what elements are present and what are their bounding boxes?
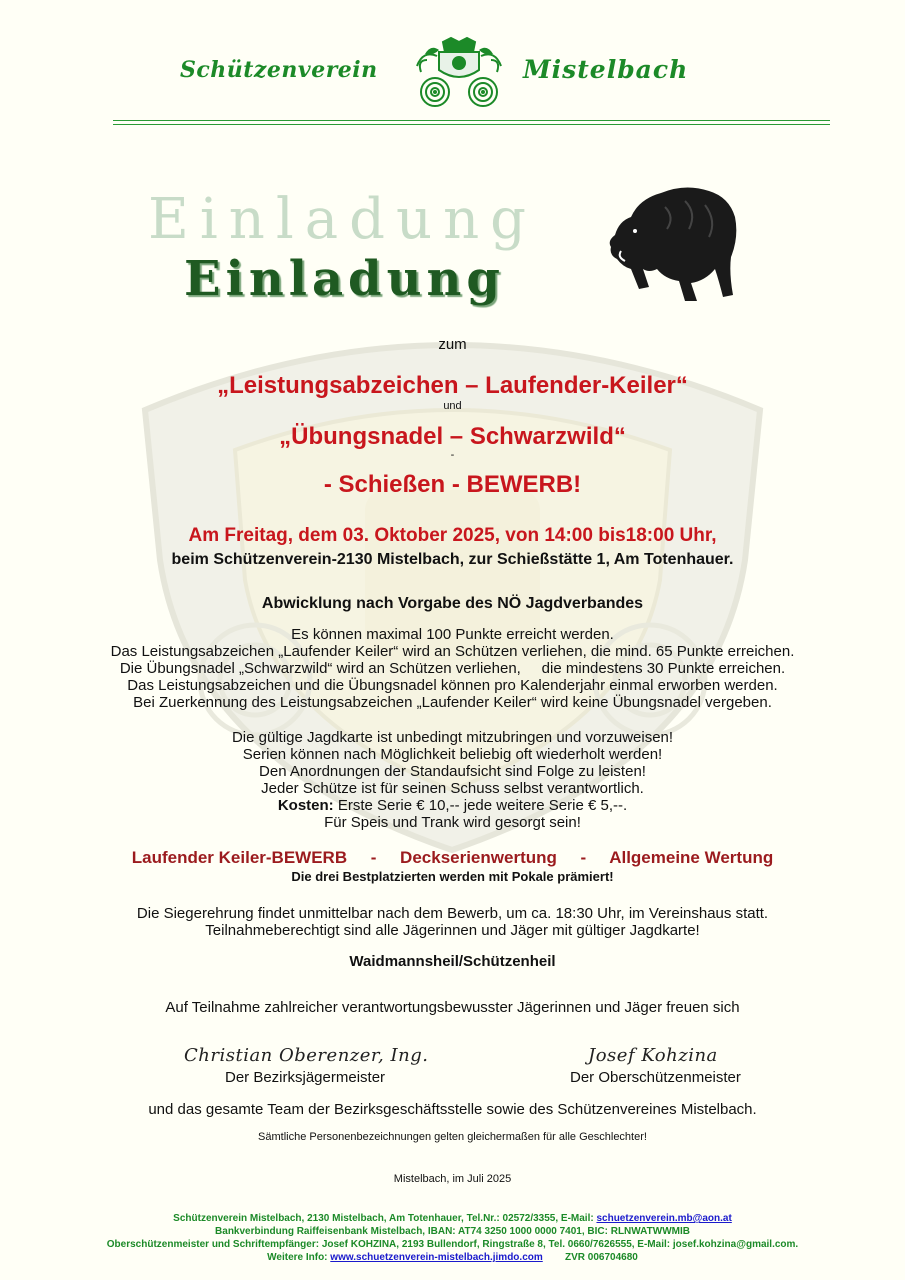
rules-line: Es können maximal 100 Punkte erreicht werden. <box>291 626 614 643</box>
rules-heading: Abwicklung nach Vorgabe des NÖ Jagdverbandes <box>261 595 644 612</box>
competition-item-3: Allgemeine Wertung <box>609 848 774 867</box>
rules-line: Bei Zuerkennung des Leistungsabzeichen „Laufender Keiler“ wird keine Übungsnadel vergeben. <box>133 694 772 711</box>
ceremony-block <box>0 905 905 939</box>
greeting: Waidmannsheil/Schützenheil <box>349 953 556 970</box>
footer-line3: Oberschützenmeister und Schriftempfänger: Josef KOHZINA, 2193 Bullendorf, Ringstraße 8, Tel. 0660/7626555, E-Mail: josef.kohzina@gmail.com. <box>106 1239 799 1250</box>
gender-note: Sämtliche Personenbezeichnungen gelten gleichermaßen für alle Geschlechter! <box>258 1131 647 1143</box>
footer-email-link[interactable]: schuetzenverein.mb@aon.at <box>596 1213 732 1224</box>
notes-line: Die gültige Jagdkarte ist unbedingt mitzubringen und vorzuweisen! <box>231 729 674 746</box>
notes-line: Serien können nach Möglichkeit beliebig oft wiederholt werden! <box>242 746 663 763</box>
competition-line <box>0 848 905 868</box>
header-club-name: Schützenverein <box>180 57 378 83</box>
signature-left: Christian Oberenzer, Ing. <box>184 1045 429 1066</box>
title-main: Einladung <box>184 251 505 307</box>
competition-sep: - <box>370 848 377 867</box>
footer-line1-text: Schützenverein Mistelbach, 2130 Mistelbach, Am Totenhauer, Tel.Nr.: 02572/3355, E-Mail: <box>173 1213 597 1224</box>
rules-block <box>0 626 905 711</box>
footer-line4 <box>0 1251 905 1264</box>
team-line: und das gesamte Team der Bezirksgeschäftsstelle sowie des Schützenvereines Mistelbach. <box>148 1101 757 1118</box>
competition-sep: - <box>580 848 587 867</box>
intro-zum: zum <box>438 336 467 353</box>
intro-und: und <box>443 400 462 412</box>
cost-line <box>0 797 905 814</box>
signature-right: Josef Kohzina <box>588 1045 718 1066</box>
competition-prize: Die drei Bestplatzierten werden mit Pokale prämiert! <box>291 869 614 884</box>
club-crest-icon <box>413 36 505 112</box>
header-rule-bottom <box>113 124 830 125</box>
competition-item-1: Laufender Keiler-BEWERB <box>131 848 348 867</box>
wild-boar-icon <box>605 177 740 307</box>
event-location: beim Schützenverein-2130 Mistelbach, zur Schießstätte 1, Am Totenhauer. <box>171 551 734 568</box>
role-left: Der Bezirksjägermeister <box>225 1069 386 1086</box>
ceremony-line2: Teilnahmeberechtigt sind alle Jägerinnen und Jäger mit gültiger Jagdkarte! <box>205 922 700 939</box>
ceremony-line1: Die Siegerehrung findet unmittelbar nach dem Bewerb, um ca. 18:30 Uhr, im Vereinshaus statt. <box>136 905 769 922</box>
cost-label: Kosten: <box>277 797 334 814</box>
notes-block <box>0 729 905 831</box>
notes-line: Den Anordnungen der Standaufsicht sind Folge zu leisten! <box>259 763 646 780</box>
notes-food: Für Speis und Trank wird gesorgt sein! <box>324 814 581 831</box>
footer-line1 <box>0 1212 905 1225</box>
rules-line: Die Übungsnadel „Schwarzwild“ wird an Schützen verliehen, die mindestens 30 Punkte erreichen. <box>119 660 786 677</box>
footer-website-link[interactable]: www.schuetzenverein-mistelbach.jimdo.com <box>330 1252 543 1263</box>
rules-line: Das Leistungsabzeichen und die Übungsnadel können pro Kalenderjahr einmal erworben werden. <box>127 677 778 694</box>
place-date: Mistelbach, im Juli 2025 <box>393 1173 512 1185</box>
header-town-name: Mistelbach <box>523 55 689 84</box>
header-rule-top <box>113 120 830 121</box>
cost-text: Erste Serie € 10,-- jede weitere Serie € 5,--. <box>333 797 628 814</box>
footer-zvr: ZVR 006704680 <box>565 1252 638 1263</box>
intro-line1: „Leistungsabzeichen – Laufender-Keiler“ <box>217 372 688 399</box>
footer <box>0 1212 905 1264</box>
invite-line: Auf Teilnahme zahlreicher verantwortungsbewusster Jägerinnen und Jäger freuen sich <box>165 999 740 1016</box>
intro-dash: - <box>450 449 455 461</box>
event-date: Am Freitag, dem 03. Oktober 2025, von 14:00 bis18:00 Uhr, <box>188 525 717 546</box>
title-shadow: Einladung <box>148 187 537 252</box>
competition-item-2: Deckserienwertung <box>400 848 557 867</box>
role-right: Der Oberschützenmeister <box>570 1069 741 1086</box>
footer-line2: Bankverbindung Raiffeisenbank Mistelbach, IBAN: AT74 3250 1000 0000 7401, BIC: RLNWATWWMIB <box>215 1226 690 1237</box>
intro-line2: „Übungsnadel – Schwarzwild“ <box>279 423 626 450</box>
rules-line: Das Leistungsabzeichen „Laufender Keiler“ wird an Schützen verliehen, die mind. 65 Punkte erreichen. <box>110 643 795 660</box>
intro-line3: - Schießen - BEWERB! <box>323 471 582 498</box>
footer-line4-text: Weitere Info: <box>267 1252 331 1263</box>
notes-line: Jeder Schütze ist für seinen Schuss selbst verantwortlich. <box>261 780 644 797</box>
